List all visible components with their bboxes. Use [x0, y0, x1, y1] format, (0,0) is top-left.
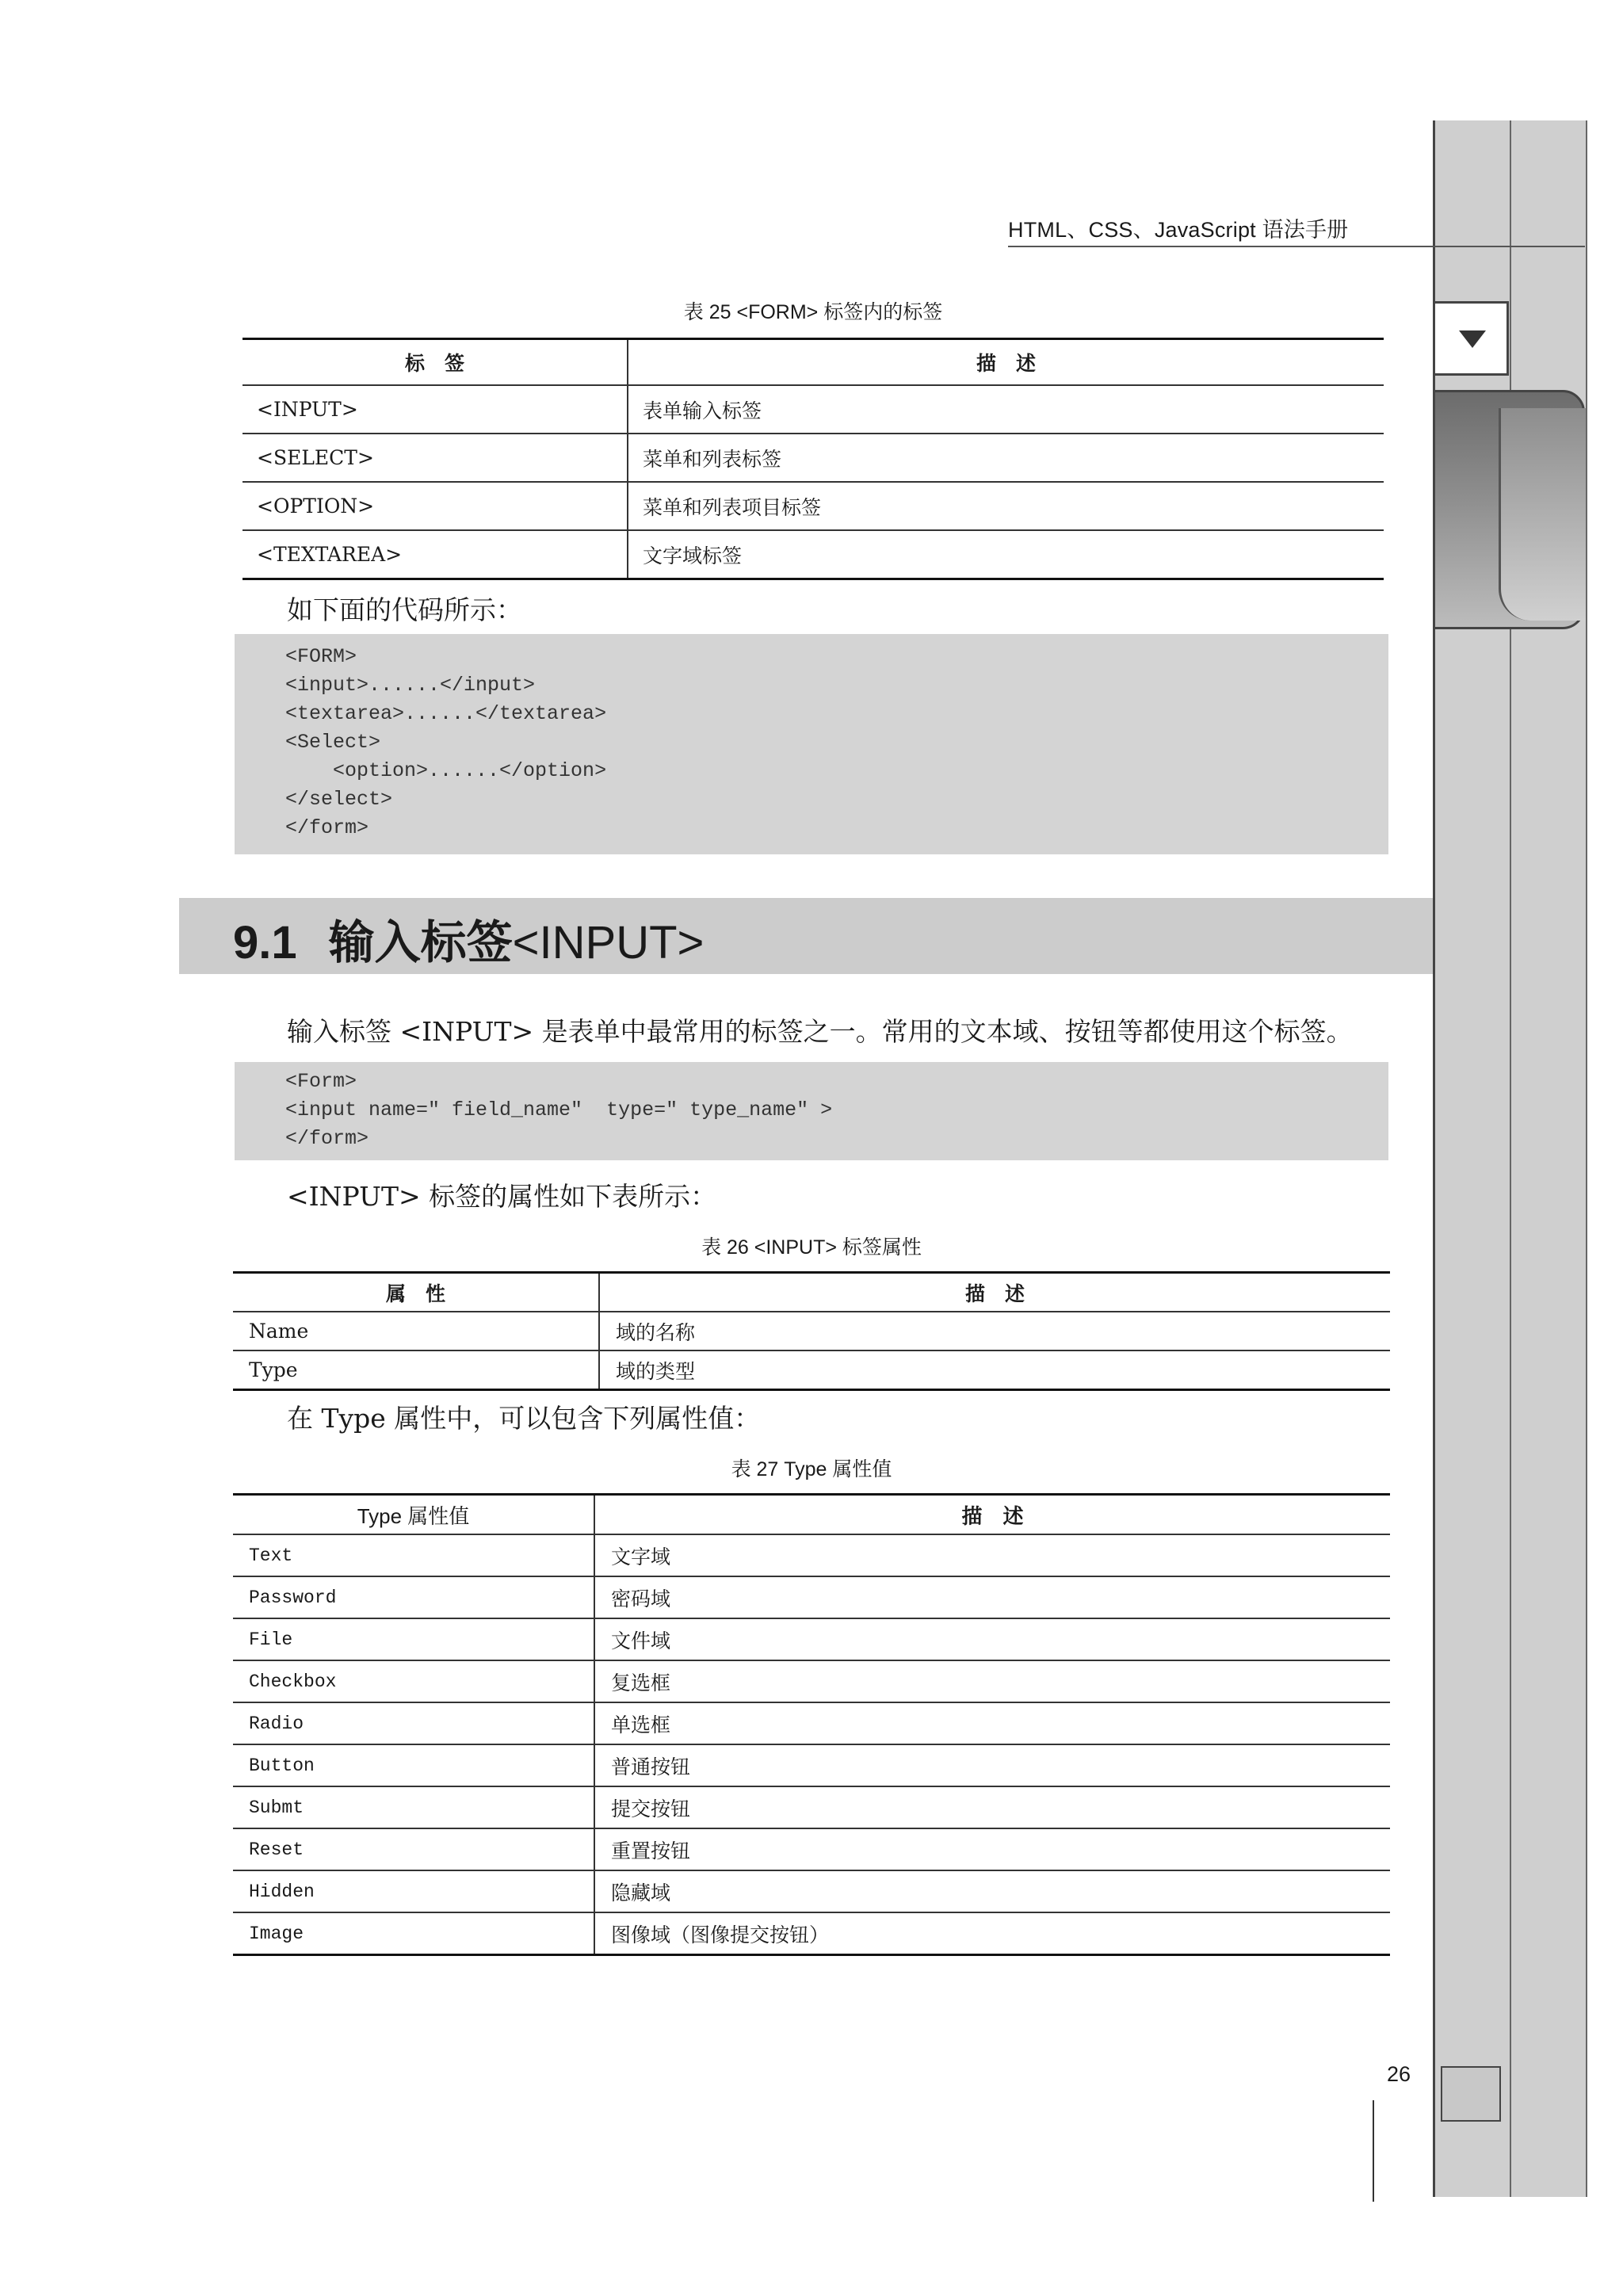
table-cell: 文字域标签: [628, 530, 1384, 579]
header-rule: [1008, 246, 1585, 247]
table25-caption: 表 25 <FORM> 标签内的标签: [683, 301, 943, 323]
table25: [242, 338, 1384, 580]
table-row: [233, 1660, 1390, 1702]
tab-box: [1433, 301, 1509, 376]
table-cell: Name: [233, 1312, 599, 1350]
table-row: [233, 1828, 1390, 1870]
table-cell: 域的类型: [599, 1350, 1390, 1390]
table-cell: 域的名称: [599, 1312, 1390, 1350]
section-number: 9.1: [233, 917, 297, 968]
table-row: [233, 1576, 1390, 1618]
table-cell: 菜单和列表标签: [628, 434, 1384, 482]
code-line: <input name=" field_name" type=" type_name" >: [285, 1098, 833, 1121]
table-cell: Text: [233, 1534, 594, 1576]
section-title-tag: <INPUT>: [512, 917, 705, 968]
table-cell: <INPUT>: [242, 385, 628, 434]
table-row: [233, 1870, 1390, 1912]
table-cell: Type: [249, 1358, 298, 1381]
table-row: [233, 1702, 1390, 1744]
code-line: <input>......</input>: [285, 674, 536, 697]
page-number-rule: [1373, 2100, 1374, 2202]
page-marker-box: [1441, 2066, 1501, 2122]
table-cell: 重置按钮: [594, 1828, 1390, 1870]
table-header-cell: 标 签: [242, 339, 628, 386]
table-cell: Image: [249, 1923, 304, 1944]
table-header-cell: 属 性: [233, 1273, 599, 1312]
table-header-row: [242, 339, 1384, 386]
code-block-2: [235, 1062, 1388, 1160]
table-cell: 文件域: [594, 1618, 1390, 1660]
table-row: [233, 1912, 1390, 1955]
table-cell: <OPTION>: [242, 482, 628, 530]
table-header-row: [233, 1273, 1390, 1312]
table-cell: Button: [233, 1744, 594, 1786]
code-line: <option>......</option>: [285, 759, 607, 782]
table27-caption: 表 27 Type 属性值: [731, 1458, 892, 1480]
table27: [233, 1493, 1390, 1956]
code-line: </select>: [285, 788, 393, 811]
section-heading: [233, 905, 704, 972]
running-header: HTML、CSS、JavaScript 语法手册: [1008, 218, 1349, 242]
section-paragraph: 输入标签 <INPUT> 是表单中最常用的标签之一。常用的文本域、按钮等都使用这个标签。: [287, 1016, 1353, 1047]
intro-text: 如下面的代码所示：: [287, 594, 522, 625]
table-cell: <TEXTAREA>: [257, 543, 403, 566]
table-row: [233, 1312, 1390, 1350]
code-block-1: [235, 634, 1388, 854]
code-line: <textarea>......</textarea>: [285, 702, 607, 725]
table-header-cell: 描 述: [628, 339, 1384, 386]
table-row: [233, 1786, 1390, 1828]
table-cell: 图像域（图像提交按钮）: [594, 1912, 1390, 1955]
code-line: </form>: [285, 1127, 369, 1150]
table-cell: Reset: [233, 1828, 594, 1870]
thumb-tab: [1433, 390, 1585, 629]
table-row: [242, 482, 1384, 530]
table-row: [242, 385, 1384, 434]
code-line: </form>: [285, 816, 369, 839]
table-cell: Hidden: [233, 1870, 594, 1912]
code-line: <Select>: [285, 731, 381, 754]
table-cell: 复选框: [594, 1660, 1390, 1702]
table-row: [233, 1618, 1390, 1660]
table-cell: Submt: [233, 1786, 594, 1828]
table-cell: File: [233, 1618, 594, 1660]
table-row: [242, 530, 1384, 579]
table-header-cell: 描 述: [599, 1273, 1390, 1312]
table-header-row: [233, 1495, 1390, 1535]
table-cell: 普通按钮: [594, 1744, 1390, 1786]
table-cell: 表单输入标签: [628, 385, 1384, 434]
table-cell: Radio: [233, 1702, 594, 1744]
table-row: [233, 1350, 1390, 1390]
code-line: <FORM>: [285, 645, 357, 668]
table-row: [242, 434, 1384, 482]
table-cell: 密码域: [594, 1576, 1390, 1618]
triangle-down-icon: [1459, 330, 1486, 348]
table26: [233, 1271, 1390, 1391]
table-cell: 隐藏域: [594, 1870, 1390, 1912]
table-header-cell: 描 述: [594, 1495, 1390, 1535]
table-cell: 单选框: [594, 1702, 1390, 1744]
table-cell: 文字域: [594, 1534, 1390, 1576]
type-intro-text: 在 Type 属性中，可以包含下列属性值：: [287, 1403, 761, 1434]
table-cell: <SELECT>: [242, 434, 628, 482]
table-header-cell: Type 属性值: [233, 1495, 594, 1535]
attr-intro-text: <INPUT> 标签的属性如下表所示：: [287, 1181, 717, 1212]
code-line: <Form>: [285, 1070, 357, 1093]
table26-caption: 表 26 <INPUT> 标签属性: [701, 1236, 922, 1259]
table-cell: 提交按钮: [594, 1786, 1390, 1828]
section-title-cn: 输入标签: [328, 915, 513, 969]
table-cell: Checkbox: [233, 1660, 594, 1702]
table-cell: 菜单和列表项目标签: [628, 482, 1384, 530]
table-cell: Password: [233, 1576, 594, 1618]
table-row: [233, 1744, 1390, 1786]
page-number: 26: [1386, 2062, 1411, 2086]
table-row: [233, 1534, 1390, 1576]
